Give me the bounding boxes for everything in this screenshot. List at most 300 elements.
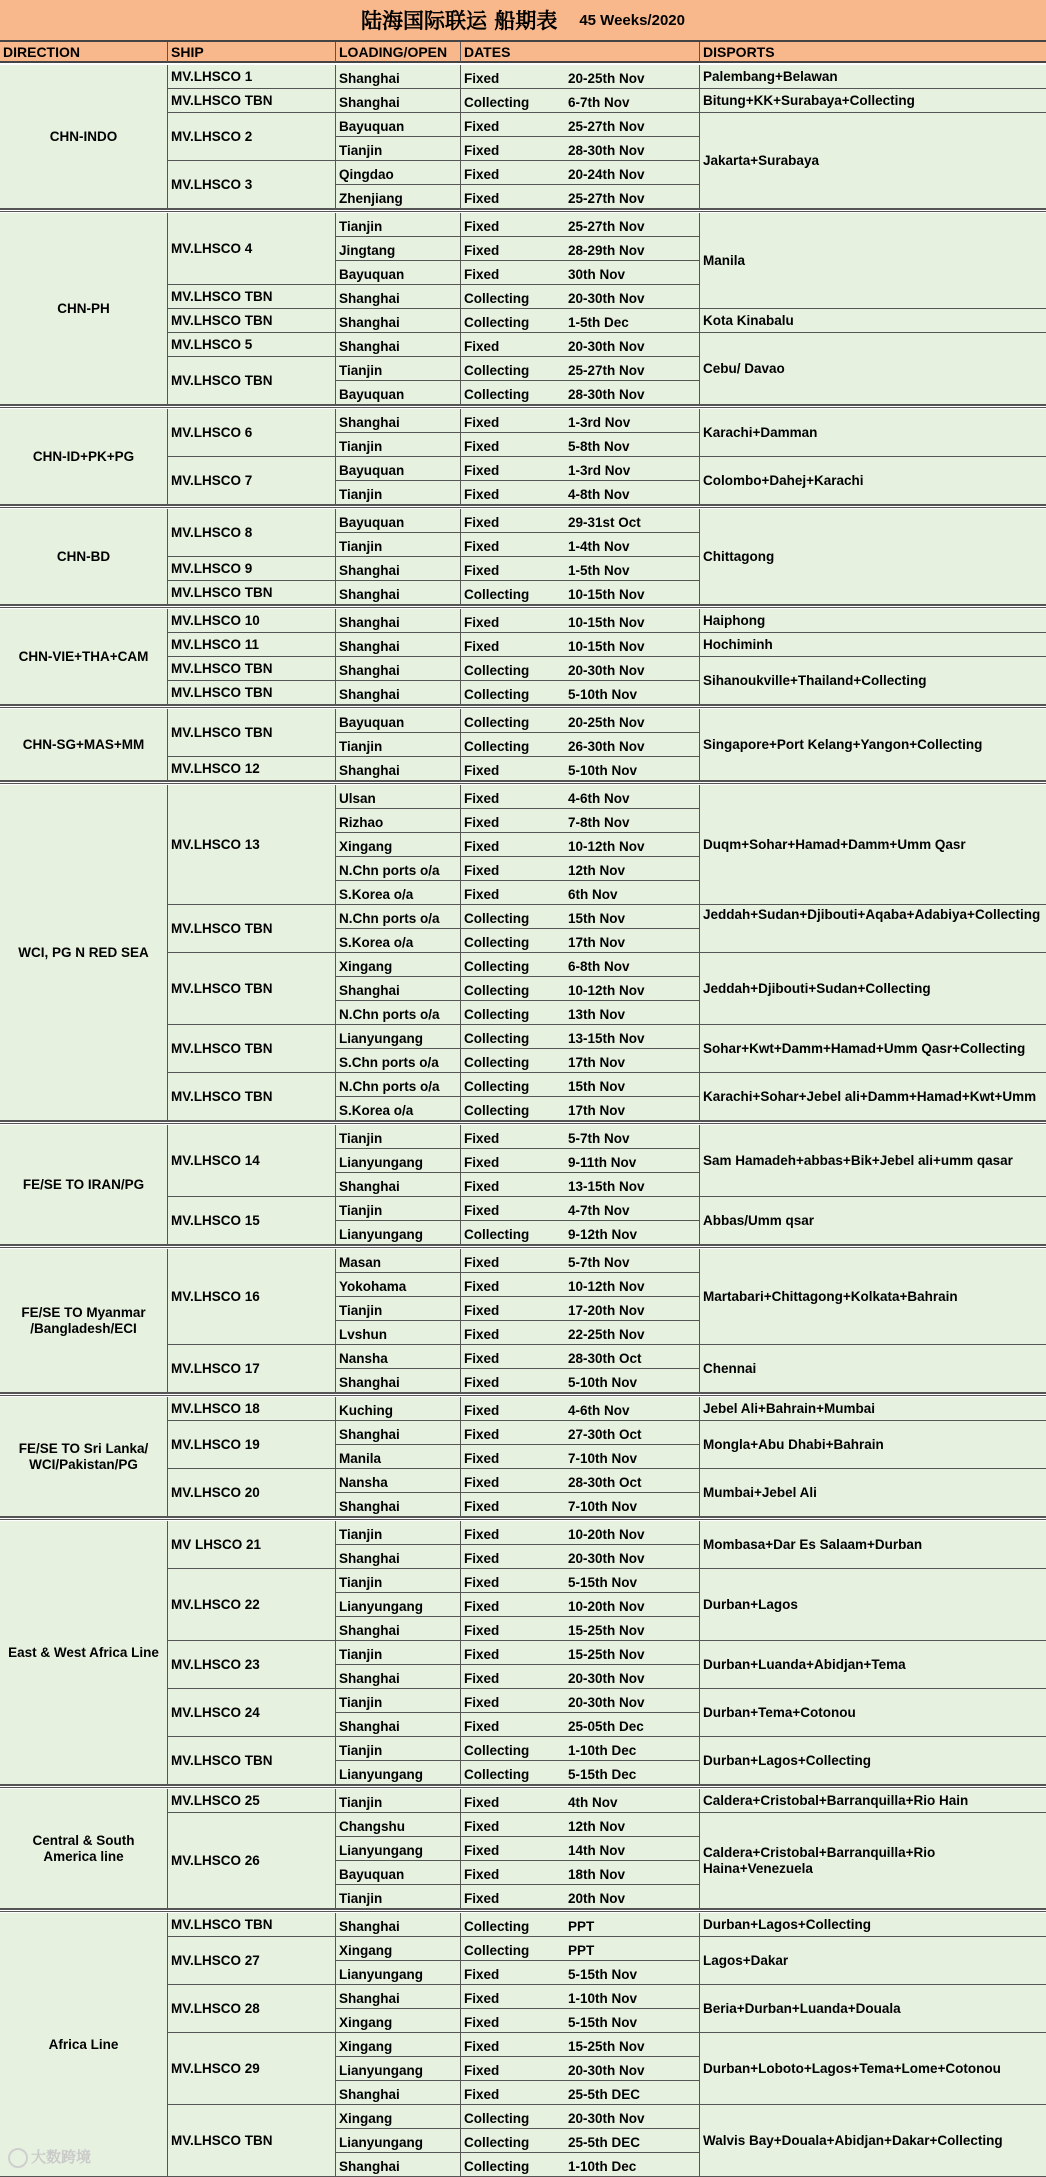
dates-cell-text: Fixed [464, 1203, 500, 1218]
ship-cell-text: MV.LHSCO 25 [171, 1792, 260, 1808]
dates-cell-text: Collecting [464, 911, 530, 926]
date-range: 25-5th DEC [568, 2087, 641, 2102]
date-range: 10-12th Nov [568, 1279, 645, 1294]
direction-cell [0, 609, 168, 705]
loading-port [336, 1985, 461, 2009]
loading-port-text: Shanghai [339, 415, 400, 430]
ship-cell-text: MV.LHSCO 24 [171, 1704, 260, 1720]
loading-port-text: Tianjin [339, 1131, 383, 1146]
loading-port [336, 1493, 461, 1517]
loading-port [336, 137, 461, 161]
loading-port-text: Tianjin [339, 1575, 383, 1590]
date-range: 4-8th Nov [568, 487, 630, 502]
date-range: 20-30th Nov [568, 2111, 645, 2126]
loading-port-text: Tianjin [339, 219, 383, 234]
dates-cell [461, 1025, 700, 1049]
loading-port [336, 309, 461, 333]
loading-port-text: Lianyungang [339, 2135, 423, 2150]
date-range: 20-24th Nov [568, 167, 645, 182]
group-separator [0, 1517, 1046, 1520]
ship-cell [168, 1197, 336, 1245]
date-range: 28-29th Nov [568, 243, 645, 258]
date-range: 20th Nov [568, 1891, 626, 1906]
loading-port-text: Tianjin [339, 1795, 383, 1810]
date-range: 22-25th Nov [568, 1327, 645, 1342]
title-chinese: 陆海国际联运 船期表 [361, 8, 558, 33]
disports-cell [700, 953, 1046, 1025]
group-separator [0, 705, 1046, 708]
group-separator [0, 1121, 1046, 1124]
dates-cell-text: Fixed [464, 1131, 500, 1146]
dates-cell-text: Fixed [464, 1867, 500, 1882]
group-separator [0, 405, 1046, 408]
loading-port-text: Manila [339, 1451, 382, 1466]
date-range: 30th Nov [568, 267, 626, 282]
loading-port-text: Tianjin [339, 439, 383, 454]
dates-cell-text: Fixed [464, 1551, 500, 1566]
loading-port-text: Tianjin [339, 363, 383, 378]
ship-cell-text: MV.LHSCO 6 [171, 424, 253, 440]
ship-cell-text: MV.LHSCO 5 [171, 336, 253, 352]
direction-cell [0, 1125, 168, 1245]
ship-cell [168, 1025, 336, 1073]
loading-port [336, 557, 461, 581]
date-range: 1-10th Nov [568, 1991, 638, 2006]
ship-cell-text: MV.LHSCO 2 [171, 128, 253, 144]
loading-port-text: Shanghai [339, 1375, 400, 1390]
loading-port-text: Tianjin [339, 1203, 383, 1218]
dates-cell-text: Fixed [464, 167, 500, 182]
date-range: 5-10th Nov [568, 687, 638, 702]
date-range: 10-12th Nov [568, 839, 645, 854]
dates-cell [461, 261, 700, 285]
loading-port [336, 1885, 461, 1909]
disports-cell [700, 1073, 1046, 1121]
dates-cell [461, 1345, 700, 1369]
dates-cell-text: Collecting [464, 739, 530, 754]
dates-cell-text: Fixed [464, 415, 500, 430]
date-range: 20-30th Nov [568, 2063, 645, 2078]
disports-cell [700, 113, 1046, 209]
loading-port [336, 809, 461, 833]
dates-cell [461, 1593, 700, 1617]
date-range: 15-25th Nov [568, 1647, 645, 1662]
loading-port [336, 1345, 461, 1369]
ship-cell [168, 1985, 336, 2033]
date-range: 10-20th Nov [568, 1527, 645, 1542]
ship-cell [168, 1073, 336, 1121]
ship-cell [168, 657, 336, 681]
dates-cell [461, 137, 700, 161]
dates-cell-text: Collecting [464, 959, 530, 974]
dates-cell [461, 581, 700, 605]
dates-cell [461, 213, 700, 237]
dates-cell [461, 681, 700, 705]
date-range: 29-31st Oct [568, 515, 641, 530]
ship-cell [168, 1125, 336, 1197]
direction-cell-text: FE/SE TO Sri Lanka/ WCI/Pakistan/PG [18, 1440, 149, 1472]
dates-cell-text: Fixed [464, 515, 500, 530]
disports-cell [700, 1813, 1046, 1909]
loading-port-text: S.Korea o/a [339, 935, 414, 950]
disports-cell-text: Durban+Lagos+Collecting [703, 1916, 872, 1932]
dates-cell-text: Collecting [464, 2135, 530, 2150]
loading-port [336, 285, 461, 309]
direction-cell [0, 409, 168, 505]
date-range: 20-30th Nov [568, 291, 645, 306]
date-range: 10-12th Nov [568, 983, 645, 998]
date-range: 12th Nov [568, 863, 626, 878]
loading-port [336, 581, 461, 605]
ship-cell [168, 89, 336, 113]
disports-cell [700, 1737, 1046, 1785]
disports-cell-text: Beria+Durban+Luanda+Douala [703, 2000, 901, 2016]
group-separator [0, 1245, 1046, 1248]
disports-cell [700, 1937, 1046, 1985]
dates-cell [461, 2129, 700, 2153]
date-range: 20-30th Nov [568, 1695, 645, 1710]
ship-cell-text: MV.LHSCO TBN [171, 920, 273, 936]
direction-cell-text: Central & South America line [32, 1832, 135, 1864]
direction-cell-text: CHN-SG+MAS+MM [22, 736, 145, 752]
disports-cell [700, 1469, 1046, 1517]
disports-cell-text: Sohar+Kwt+Damm+Hamad+Umm Qasr+Collecting [703, 1040, 1026, 1056]
disports-cell-text: Sam Hamadeh+abbas+Bik+Jebel ali+umm qasar [703, 1152, 1013, 1168]
ship-cell-text: MV.LHSCO 3 [171, 176, 253, 192]
ship-cell-text: MV.LHSCO TBN [171, 980, 273, 996]
date-range: 1-3rd Nov [568, 463, 631, 478]
loading-port [336, 261, 461, 285]
date-range: 20-30th Nov [568, 1551, 645, 1566]
date-range: 28-30th Nov [568, 143, 645, 158]
loading-port [336, 733, 461, 757]
ship-cell-text: MV.LHSCO 19 [171, 1436, 260, 1452]
ship-cell-text: MV.LHSCO 14 [171, 1152, 260, 1168]
dates-cell-text: Collecting [464, 387, 530, 402]
ship-cell [168, 1937, 336, 1985]
loading-port [336, 161, 461, 185]
loading-port [336, 757, 461, 781]
date-range: 25-27th Nov [568, 191, 645, 206]
dates-cell [461, 1469, 700, 1493]
loading-port [336, 1813, 461, 1837]
dates-cell [461, 709, 700, 733]
ship-cell [168, 609, 336, 633]
loading-port [336, 1689, 461, 1713]
date-range: 1-3rd Nov [568, 415, 631, 430]
loading-port [336, 929, 461, 953]
loading-port-text: Bayuquan [339, 387, 405, 402]
dates-cell [461, 1493, 700, 1517]
loading-port [336, 113, 461, 137]
date-range: 20-25th Nov [568, 715, 645, 730]
disports-cell-text: Bitung+KK+Surabaya+Collecting [703, 92, 915, 108]
dates-cell-text: Fixed [464, 2039, 500, 2054]
loading-port [336, 2153, 461, 2177]
header-disports: DISPORTS [700, 42, 1046, 63]
date-range: 5-15th Nov [568, 1575, 638, 1590]
loading-port [336, 785, 461, 809]
loading-port-text: Lianyungang [339, 1227, 423, 1242]
disports-cell [700, 1345, 1046, 1393]
loading-port [336, 1713, 461, 1737]
ship-cell-text: MV.LHSCO 13 [171, 836, 260, 852]
loading-port [336, 1445, 461, 1469]
date-range: 20-30th Nov [568, 663, 645, 678]
loading-port-text: Nansha [339, 1475, 388, 1490]
date-range: 1-10th Dec [568, 2159, 637, 2174]
loading-port-text: Shanghai [339, 1671, 400, 1686]
dates-cell-text: Fixed [464, 1403, 500, 1418]
loading-port [336, 1469, 461, 1493]
loading-port-text: Nansha [339, 1351, 388, 1366]
disports-cell-text: Caldera+Cristobal+Barranquilla+Rio Hain [703, 1792, 969, 1808]
date-range: 4-6th Nov [568, 791, 630, 806]
disports-cell [700, 709, 1046, 781]
direction-cell-text: CHN-VIE+THA+CAM [18, 648, 149, 664]
loading-port-text: Xingang [339, 1943, 393, 1958]
ship-cell-text: MV.LHSCO 10 [171, 612, 260, 628]
disports-cell-text: Karachi+Damman [703, 424, 818, 440]
dates-cell-text: Fixed [464, 267, 500, 282]
dates-cell-text: Fixed [464, 1795, 500, 1810]
loading-port-text: Rizhao [339, 815, 384, 830]
loading-port-text: Shanghai [339, 1499, 400, 1514]
ship-cell-text: MV.LHSCO TBN [171, 660, 273, 676]
dates-cell-text: Collecting [464, 715, 530, 730]
ship-cell [168, 1813, 336, 1909]
loading-port [336, 65, 461, 89]
loading-port [336, 1197, 461, 1221]
disports-cell-text: Cebu/ Davao [703, 360, 785, 376]
disports-cell-text: Manila [703, 252, 746, 268]
date-range: 15th Nov [568, 1079, 626, 1094]
loading-port-text: Tianjin [339, 1527, 383, 1542]
dates-cell-text: Collecting [464, 95, 530, 110]
ship-cell-text: MV.LHSCO 12 [171, 760, 260, 776]
loading-port-text: Masan [339, 1255, 382, 1270]
loading-port-text: Shanghai [339, 291, 400, 306]
ship-cell-text: MV.LHSCO 22 [171, 1596, 260, 1612]
ship-cell [168, 2105, 336, 2177]
dates-cell [461, 381, 700, 405]
date-range: 27-30th Oct [568, 1427, 642, 1442]
ship-cell [168, 1689, 336, 1737]
disports-cell-text: Abbas/Umm qsar [703, 1212, 815, 1228]
date-range: 10-15th Nov [568, 587, 645, 602]
dates-cell-text: Fixed [464, 1427, 500, 1442]
disports-cell [700, 333, 1046, 405]
dates-cell-text: Fixed [464, 1647, 500, 1662]
loading-port-text: Shanghai [339, 2087, 400, 2102]
date-range: 17th Nov [568, 1103, 626, 1118]
dates-cell [461, 357, 700, 381]
loading-port [336, 953, 461, 977]
disports-cell [700, 1249, 1046, 1345]
date-range: 13-15th Nov [568, 1031, 645, 1046]
loading-port [336, 237, 461, 261]
ship-cell [168, 457, 336, 505]
loading-port [336, 1569, 461, 1593]
watermark-logo-icon [8, 2148, 28, 2168]
loading-port [336, 381, 461, 405]
disports-cell-text: Karachi+Sohar+Jebel ali+Damm+Hamad+Kwt+Umm [703, 1088, 1037, 1104]
ship-cell-text: MV.LHSCO TBN [171, 1916, 273, 1932]
loading-port-text: Shanghai [339, 95, 400, 110]
dates-cell [461, 409, 700, 433]
dates-cell-text: Fixed [464, 339, 500, 354]
loading-port [336, 213, 461, 237]
date-range: 15-25th Nov [568, 1623, 645, 1638]
dates-cell [461, 785, 700, 809]
dates-cell [461, 1617, 700, 1641]
ship-cell [168, 633, 336, 657]
ship-cell-text: MV.LHSCO 28 [171, 2000, 260, 2016]
dates-cell [461, 113, 700, 137]
loading-port [336, 2009, 461, 2033]
dates-cell [461, 1961, 700, 1985]
date-range: 28-30th Oct [568, 1351, 642, 1366]
dates-cell [461, 89, 700, 113]
group-separator [0, 209, 1046, 212]
date-range: 17th Nov [568, 1055, 626, 1070]
disports-cell [700, 1197, 1046, 1245]
direction-cell [0, 65, 168, 209]
ship-cell-text: MV.LHSCO TBN [171, 2132, 273, 2148]
date-range: 17th Nov [568, 935, 626, 950]
ship-cell-text: MV.LHSCO 15 [171, 1212, 260, 1228]
loading-port [336, 1545, 461, 1569]
loading-port [336, 1001, 461, 1025]
dates-cell [461, 1001, 700, 1025]
date-range: 14th Nov [568, 1843, 626, 1858]
loading-port [336, 357, 461, 381]
disports-cell [700, 633, 1046, 657]
dates-cell [461, 1421, 700, 1445]
loading-port [336, 905, 461, 929]
date-range: 15-25th Nov [568, 2039, 645, 2054]
disports-cell [700, 657, 1046, 705]
disports-cell-text: Chennai [703, 1360, 757, 1376]
loading-port [336, 433, 461, 457]
dates-cell-text: Collecting [464, 663, 530, 678]
loading-port-text: S.Korea o/a [339, 887, 414, 902]
loading-port-text: Bayuquan [339, 715, 405, 730]
dates-cell-text: Fixed [464, 143, 500, 158]
dates-cell-text: Fixed [464, 1599, 500, 1614]
dates-cell-text: Fixed [464, 763, 500, 778]
dates-cell [461, 333, 700, 357]
dates-cell [461, 457, 700, 481]
direction-cell [0, 1521, 168, 1785]
direction-cell [0, 785, 168, 1121]
date-range: 5-10th Nov [568, 763, 638, 778]
ship-cell [168, 1521, 336, 1569]
loading-port-text: Yokohama [339, 1279, 407, 1294]
date-range: 20-30th Nov [568, 339, 645, 354]
dates-cell-text: Fixed [464, 539, 500, 554]
date-range: 4-6th Nov [568, 1403, 630, 1418]
dates-cell [461, 1665, 700, 1689]
dates-cell [461, 1149, 700, 1173]
ship-cell-text: MV.LHSCO 29 [171, 2060, 260, 2076]
ship-cell [168, 1737, 336, 1785]
ship-cell-text: MV.LHSCO 17 [171, 1360, 260, 1376]
loading-port-text: Lvshun [339, 1327, 388, 1342]
loading-port-text: Kuching [339, 1403, 393, 1418]
direction-cell-text: Africa Line [48, 2036, 119, 2052]
loading-port-text: N.Chn ports o/a [339, 911, 440, 926]
dates-cell [461, 609, 700, 633]
disports-cell-text: Durban+Lagos+Collecting [703, 1752, 872, 1768]
dates-cell [461, 2081, 700, 2105]
disports-cell [700, 609, 1046, 633]
loading-port [336, 2129, 461, 2153]
loading-port-text: Bayuquan [339, 267, 405, 282]
date-range: 25-27th Nov [568, 219, 645, 234]
ship-cell [168, 1397, 336, 1421]
loading-port-text: Shanghai [339, 1427, 400, 1442]
ship-cell-text: MV.LHSCO 1 [171, 68, 253, 84]
loading-port [336, 1617, 461, 1641]
loading-port [336, 1049, 461, 1073]
header-loading: LOADING/OPEN [336, 42, 461, 63]
date-range: 5-15th Nov [568, 1967, 638, 1982]
disports-cell-text: Palembang+Belawan [703, 68, 838, 84]
dates-cell [461, 809, 700, 833]
dates-cell [461, 2057, 700, 2081]
dates-cell-text: Collecting [464, 1743, 530, 1758]
dates-cell-text: Collecting [464, 1227, 530, 1242]
dates-cell-text: Fixed [464, 463, 500, 478]
dates-cell-text: Fixed [464, 1623, 500, 1638]
disports-cell-text: Duqm+Sohar+Hamad+Damm+Umm Qasr [703, 836, 966, 852]
dates-cell-text: Fixed [464, 1575, 500, 1590]
dates-cell [461, 65, 700, 89]
disports-cell-text: Lagos+Dakar [703, 1952, 789, 1968]
direction-cell [0, 1913, 168, 2177]
dates-cell [461, 1737, 700, 1761]
ship-cell [168, 285, 336, 309]
ship-cell [168, 1641, 336, 1689]
loading-port [336, 881, 461, 905]
ship-cell-text: MV.LHSCO TBN [171, 372, 273, 388]
title-week: 45 Weeks/2020 [579, 11, 685, 29]
loading-port [336, 1297, 461, 1321]
dates-cell-text: Collecting [464, 1919, 530, 1934]
loading-port [336, 857, 461, 881]
ship-cell-text: MV.LHSCO TBN [171, 724, 273, 740]
dates-cell [461, 1569, 700, 1593]
header-ship: SHIP [168, 42, 336, 63]
ship-cell [168, 1345, 336, 1393]
date-range: 5-7th Nov [568, 1255, 630, 1270]
loading-port [336, 609, 461, 633]
dates-cell [461, 881, 700, 905]
loading-port [336, 833, 461, 857]
loading-port-text: Shanghai [339, 983, 400, 998]
ship-cell [168, 681, 336, 705]
loading-port [336, 1937, 461, 1961]
dates-cell [461, 953, 700, 977]
dates-cell [461, 1321, 700, 1345]
ship-cell-text: MV.LHSCO 20 [171, 1484, 260, 1500]
loading-port-text: Bayuquan [339, 1867, 405, 1882]
loading-port [336, 1665, 461, 1689]
loading-port-text: Ulsan [339, 791, 376, 806]
dates-cell [461, 833, 700, 857]
loading-port [336, 1249, 461, 1273]
